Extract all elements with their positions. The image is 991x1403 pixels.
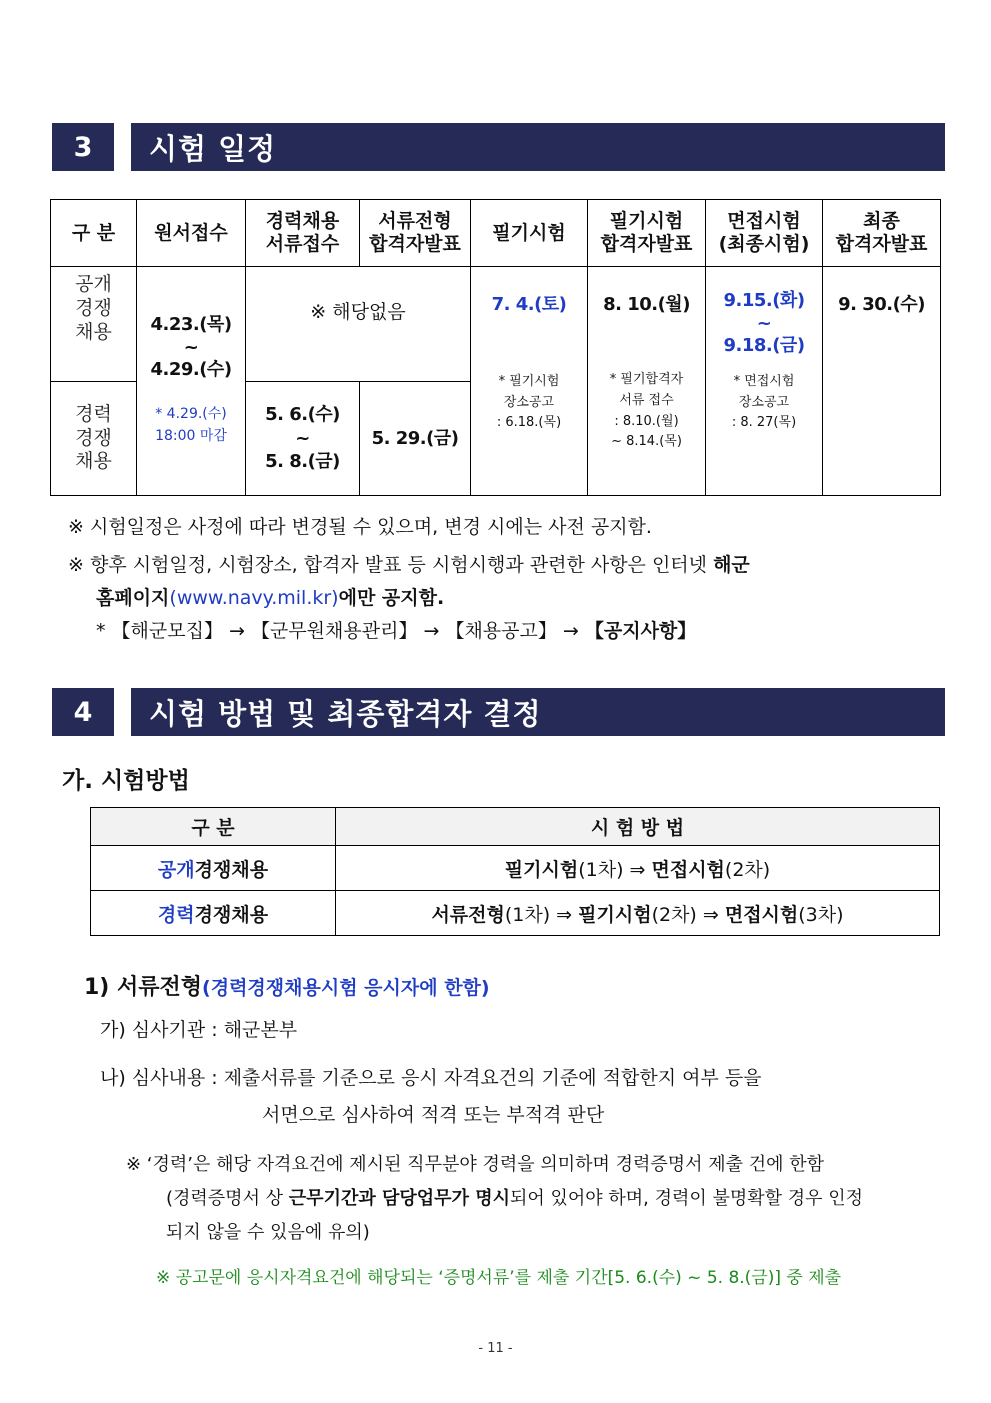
review-agency: 가) 심사기관 : 해군본부: [100, 1019, 298, 1041]
written-result-note: * 필기합격자 서류 접수 : 8.10.(월) ~ 8.14.(목): [609, 372, 684, 450]
written-exam-date: 7. 4.(토): [491, 294, 567, 316]
not-applicable: ※ 해당없음: [310, 300, 406, 323]
submission-period-note: ※ 공고문에 응시자격요건에 해당되는 ‘증명서류’를 제출 기간[5. 6.(수) ~ 5. 8.(금)] 중 제출: [156, 1268, 842, 1288]
review-content-line1: 나) 심사내용 : 제출서류를 기준으로 응시 자격요건의 기준에 적합한지 여부 등을: [100, 1067, 762, 1089]
subsection-document-screening: 1) 서류전형(경력경쟁채용시험 응시자에 한함): [84, 975, 490, 1000]
schedule-table: [0, 0, 991, 500]
method-header-category: 구 분: [91, 808, 336, 846]
section-4-header: [52, 688, 945, 736]
schedule-change-note: ※ 시험일정은 사정에 따라 변경될 수 있으며, 변경 시에는 사전 공지함.: [68, 516, 652, 538]
method-header-method: 시 험 방 법: [336, 808, 940, 846]
written-result-date: 8. 10.(월): [603, 294, 690, 316]
row-career-competition: 경력 경쟁 채용: [75, 402, 112, 473]
section-number: 3: [52, 123, 114, 171]
application-period: 4.23.(목) ~ 4.29.(수): [150, 314, 232, 381]
career-doc-result-date: 5. 29.(금): [371, 427, 459, 449]
section-title: 시험 방법 및 최종합격자 결정: [131, 688, 945, 736]
page-number: - 11 -: [478, 1341, 513, 1356]
announcement-note-line2: 홈페이지(www.navy.mil.kr)에만 공지함.: [96, 587, 445, 609]
navy-homepage-link[interactable]: (www.navy.mil.kr): [169, 587, 339, 609]
row-open-competition: 공개 경쟁 채용: [75, 273, 112, 343]
interview-note: * 면접시험 장소공고 : 8. 27(목): [731, 373, 797, 431]
method-row-open: 공개경쟁채용: [91, 846, 336, 891]
announcement-note-line1: ※ 향후 시험일정, 시험장소, 합격자 발표 등 시험시행과 관련한 사항은 인터넷 해군: [68, 554, 750, 576]
method-row-career: 경력경쟁채용: [91, 891, 336, 936]
subsection-exam-method: 가. 시험방법: [62, 768, 190, 794]
method-row-open-steps: 필기시험(1차) ⇒ 면접시험(2차): [336, 846, 940, 891]
interview-period: 9.15.(화) ~ 9.18.(금): [723, 290, 805, 357]
section-number: 4: [52, 688, 114, 736]
header-career-docs: 경력채용 서류접수: [265, 210, 340, 255]
career-doc-period: 5. 6.(수) ~ 5. 8.(금): [265, 404, 340, 473]
exam-method-table: [90, 807, 940, 936]
header-interview: 면접시험 (최종시험): [718, 210, 810, 255]
header-application: 원서접수: [154, 221, 228, 244]
method-row-career-steps: 서류전형(1차) ⇒ 필기시험(2차) ⇒ 면접시험(3차): [336, 891, 940, 936]
header-final-result: 최종 합격자발표: [835, 210, 928, 255]
written-exam-note: * 필기시험 장소공고 : 6.18.(목): [496, 373, 562, 431]
section-title: 시험 일정: [131, 123, 945, 171]
header-category: 구 분: [71, 221, 116, 244]
career-definition-line3: 되지 않을 수 있음에 유의): [166, 1222, 370, 1243]
header-doc-result: 서류전형 합격자발표: [369, 210, 461, 255]
career-definition-line1: ※ ‘경력’은 해당 자격요건에 제시된 직무분야 경력을 의미하며 경력증명서 제출 건에 한함: [126, 1154, 825, 1175]
header-written-exam: 필기시험: [492, 221, 566, 244]
career-definition-line2: (경력증명서 상 근무기간과 담당업무가 명시되어 있어야 하며, 경력이 불명확할 경우 인정: [166, 1188, 864, 1209]
header-written-result: 필기시험 합격자발표: [600, 210, 693, 255]
navigation-path: * 【해군모집】 → 【군무원채용관리】 → 【채용공고】 → 【공지사항】: [96, 620, 697, 642]
review-content-line2: 서면으로 심사하여 적격 또는 부적격 판단: [262, 1104, 605, 1126]
final-result-date: 9. 30.(수): [838, 294, 925, 316]
career-application-deadline: * 4.29.(수) 18:00 마감: [155, 406, 227, 444]
